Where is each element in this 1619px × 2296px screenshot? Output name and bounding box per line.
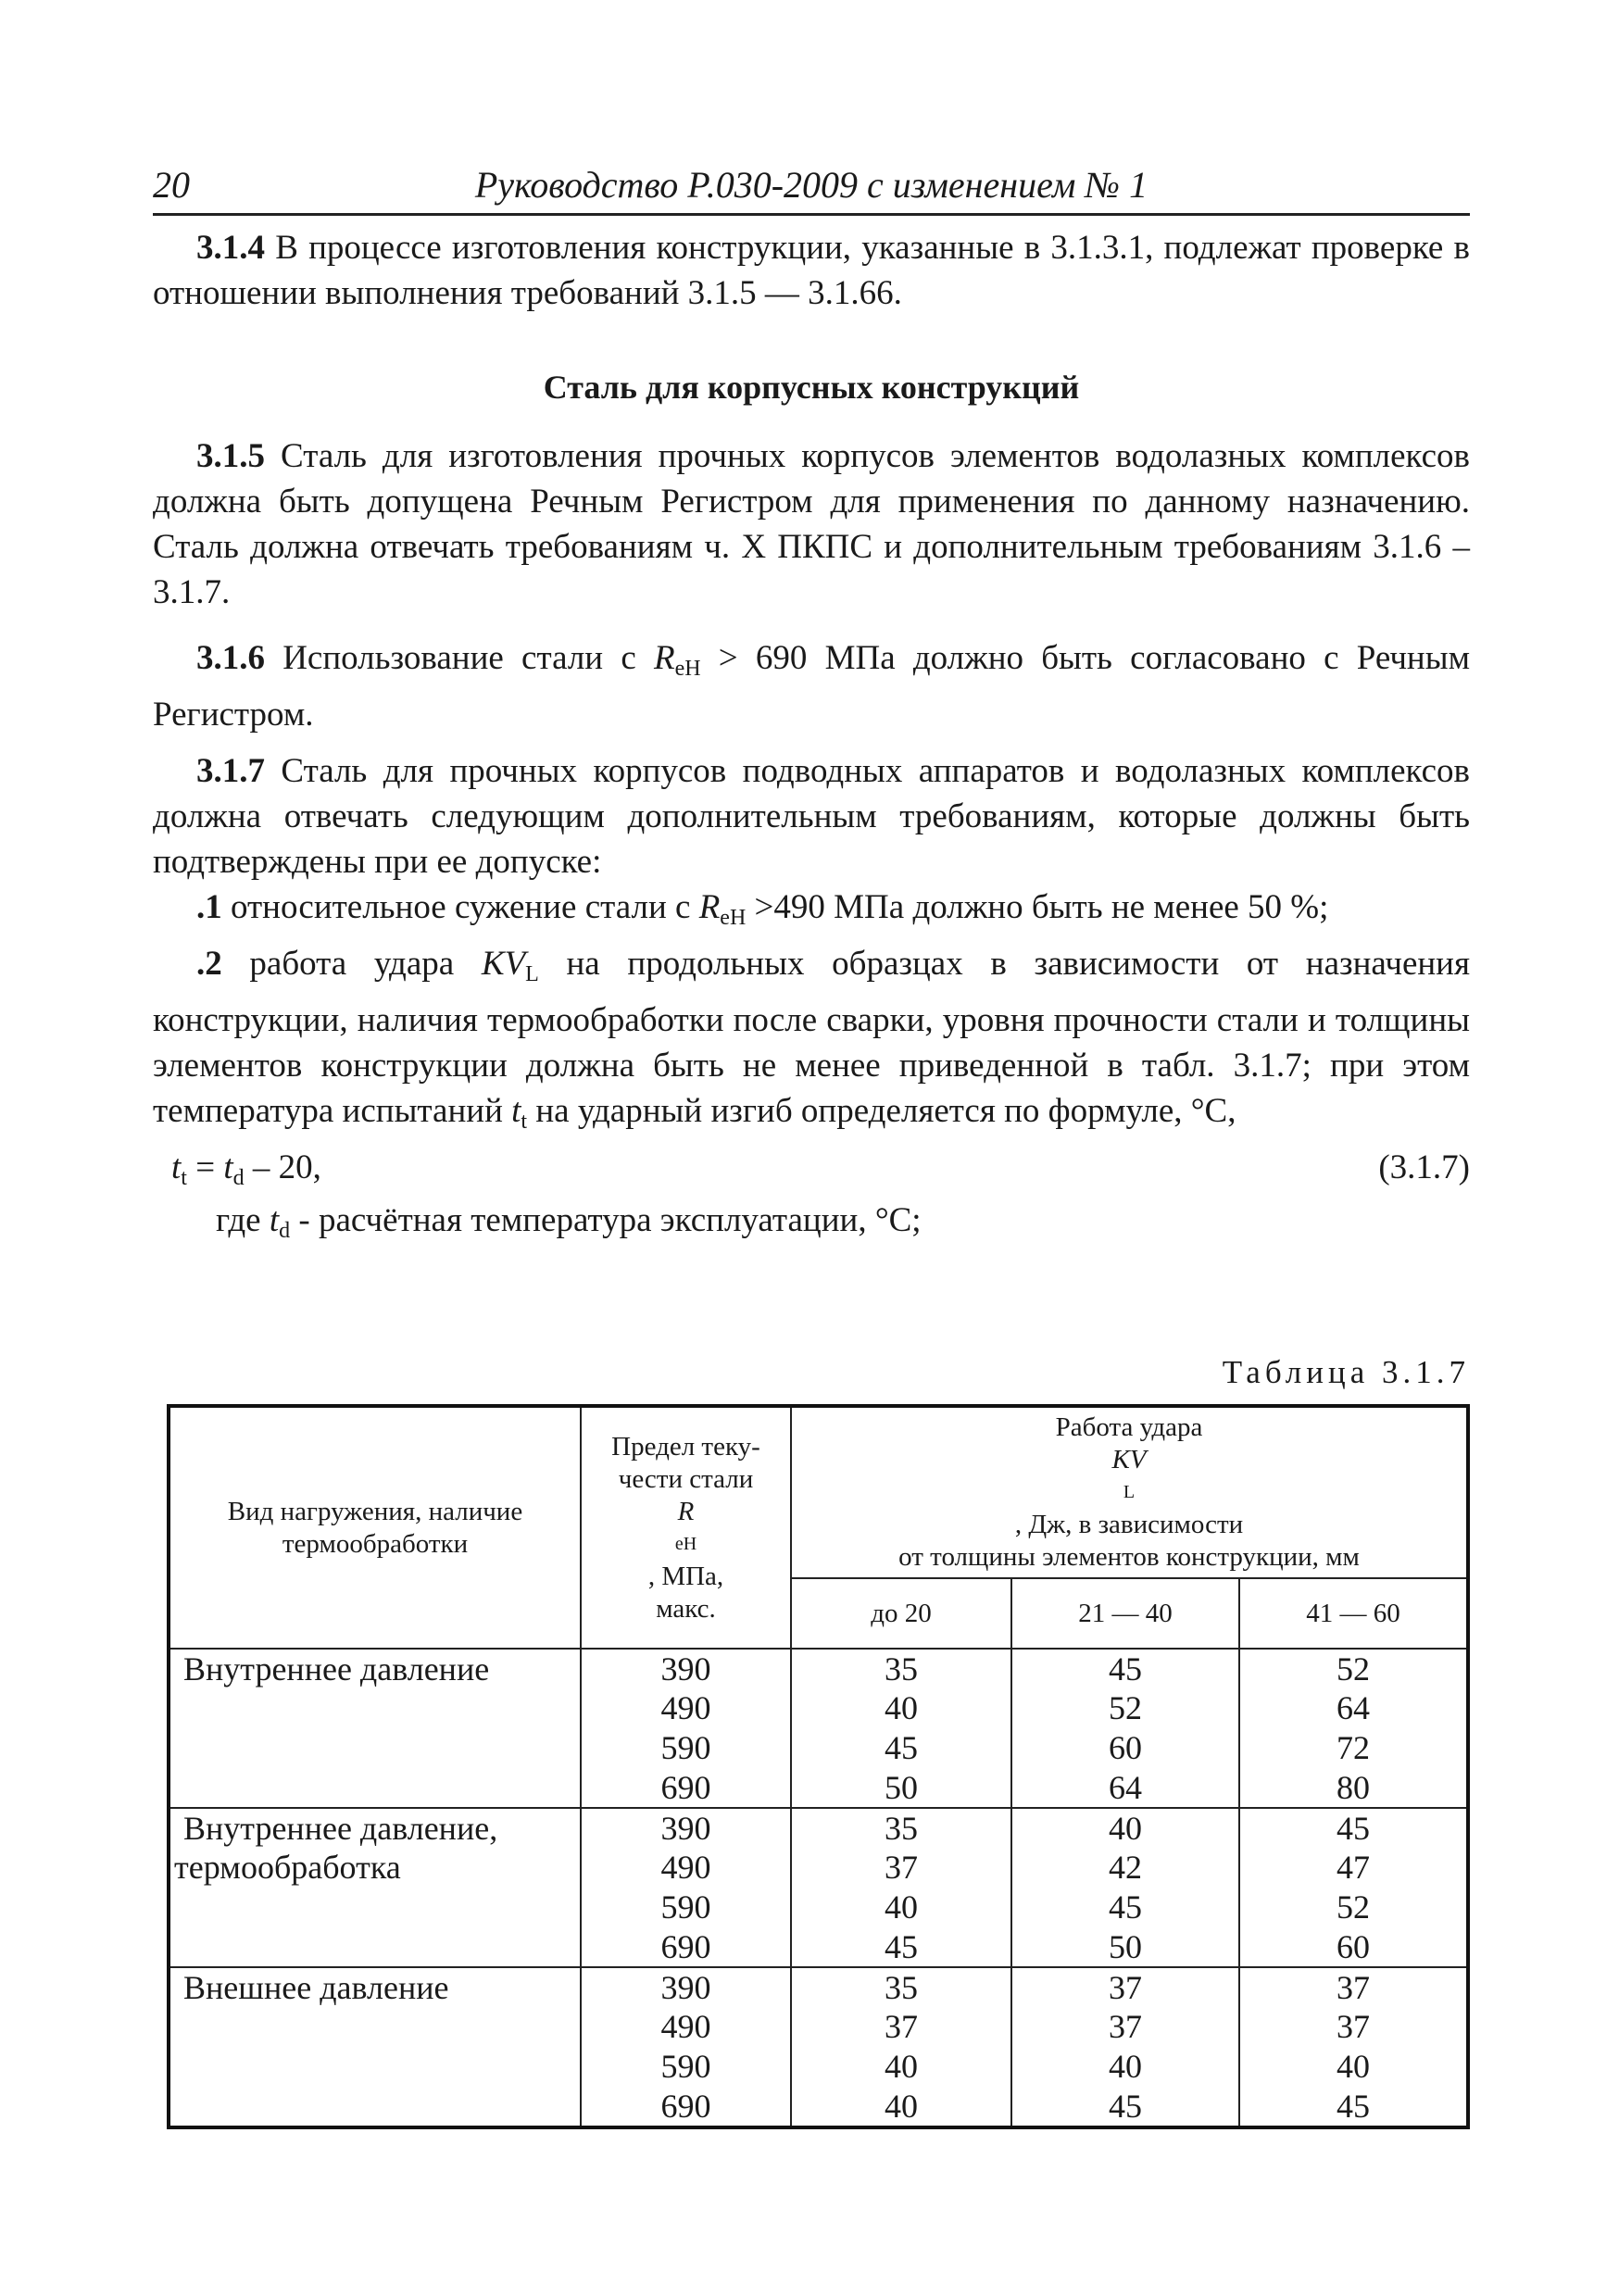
formula-number: (3.1.7) bbox=[1378, 1148, 1470, 1186]
kv-21-40-cell: 42 bbox=[1011, 1848, 1239, 1888]
kv-upto-20-cell: 45 bbox=[791, 1728, 1011, 1768]
item-number: .2 bbox=[196, 945, 222, 983]
clause-text-cont: > 690 МПа должно быть согласовано с Речным Регистром. bbox=[153, 639, 1471, 734]
header-yield-line4: макс. bbox=[656, 1593, 716, 1624]
load-type-cell bbox=[169, 1967, 581, 2127]
yield-strength-cell: 490 bbox=[581, 2007, 791, 2047]
formula-lhs: t bbox=[171, 1148, 182, 1186]
kv-upto-20-cell: 37 bbox=[791, 2007, 1011, 2047]
yield-strength-cell: 490 bbox=[581, 1688, 791, 1728]
yield-strength-cell: 590 bbox=[581, 2047, 791, 2087]
kv-41-60-cell: 40 bbox=[1239, 2047, 1468, 2087]
kv-41-60-cell: 45 bbox=[1239, 2087, 1468, 2127]
clause-3-1-7 bbox=[153, 748, 1470, 1254]
td-symbol: t bbox=[269, 1201, 280, 1239]
kv-21-40-cell: 37 bbox=[1011, 1967, 1239, 2007]
kv-upto-20-cell: 40 bbox=[791, 1688, 1011, 1728]
clause-number: 3.1.7 bbox=[196, 752, 265, 790]
kv-41-60-cell: 64 bbox=[1239, 1688, 1468, 1728]
kv-21-40-cell: 50 bbox=[1011, 1927, 1239, 1967]
header-thickness-3: 41 — 60 bbox=[1239, 1578, 1468, 1649]
item-1 bbox=[153, 885, 1470, 941]
load-type-cell bbox=[169, 1649, 581, 1808]
header-yield-line2: чести стали bbox=[618, 1463, 754, 1494]
formula-lhs-sub: t bbox=[181, 1166, 187, 1190]
yield-strength-cell: 490 bbox=[581, 1848, 791, 1888]
yield-strength-cell: 590 bbox=[581, 1888, 791, 1927]
kv-41-60-cell: 37 bbox=[1239, 2007, 1468, 2047]
header-thickness-2: 21 — 40 bbox=[1011, 1578, 1239, 1649]
kv-21-40-cell: 40 bbox=[1011, 2047, 1239, 2087]
section-heading: Сталь для корпусных конструкций bbox=[543, 369, 1080, 406]
item-text-cont: >490 МПа должно быть не менее 50 %; bbox=[746, 888, 1329, 926]
kv-upto-20-cell: 35 bbox=[791, 1967, 1011, 2007]
header-yield-line3 bbox=[587, 1496, 784, 1593]
table-row bbox=[169, 1808, 1468, 1848]
where-text-cont: - расчётная температура эксплуатации, °С; bbox=[290, 1201, 922, 1239]
reh-subscript: eH bbox=[674, 657, 701, 681]
table-body bbox=[169, 1649, 1468, 2127]
header-impact-text: Работа удара bbox=[1055, 1412, 1203, 1442]
page-number: 20 bbox=[153, 164, 190, 206]
table-row bbox=[169, 1967, 1468, 2007]
clause-text: Сталь для изготовления прочных корпусов элементов водолазных комплексов должна быть допущена Речным Регистром для применения по данному назначению. Сталь должна отвечать требованиям ч. X ПКПС и дополнительным требованиям 3.1.6 – 3.1.7. bbox=[153, 437, 1470, 611]
item-text-cont: на продольных образцах в зависимости от назначения конструкции, наличия термообработки после сварки, уровня прочности стали и толщины элементов конструкции должна быть не менее приведенной в табл. 3.1.7; при этом температура испытаний bbox=[153, 945, 1470, 1130]
kv-41-60-cell: 52 bbox=[1239, 1888, 1468, 1927]
kv-41-60-cell: 72 bbox=[1239, 1728, 1468, 1768]
header-yield-line1: Предел теку- bbox=[611, 1431, 760, 1462]
yield-strength-cell: 690 bbox=[581, 2087, 791, 2127]
kvl-subscript: L bbox=[525, 962, 539, 986]
item-number: .1 bbox=[196, 888, 222, 926]
load-type-label: Внутреннее давление, bbox=[183, 1810, 498, 1847]
load-type-cell bbox=[169, 1808, 581, 1967]
yield-strength-cell: 690 bbox=[581, 1927, 791, 1967]
item-2 bbox=[153, 941, 1470, 1145]
clause-number: 3.1.5 bbox=[196, 437, 265, 475]
impact-energy-table bbox=[167, 1404, 1470, 2129]
load-type-label: Внешнее давление bbox=[183, 1969, 449, 2006]
page-header bbox=[153, 163, 1470, 216]
formula-equals: = bbox=[186, 1148, 224, 1186]
yield-strength-cell: 590 bbox=[581, 1728, 791, 1768]
running-title: Руководство Р.030-2009 с изменением № 1 bbox=[474, 164, 1148, 206]
header-impact-text-cont: , Дж, в зависимости bbox=[1014, 1510, 1244, 1539]
reh-symbol: R bbox=[677, 1496, 695, 1526]
tt-symbol: t bbox=[511, 1092, 521, 1130]
kv-upto-20-cell: 50 bbox=[791, 1768, 1011, 1808]
td-subscript: d bbox=[279, 1219, 291, 1243]
kv-upto-20-cell: 35 bbox=[791, 1649, 1011, 1688]
tt-subscript: t bbox=[521, 1110, 528, 1134]
header-yield-strength bbox=[581, 1406, 791, 1649]
header-yield-unit: , МПа, bbox=[647, 1561, 724, 1591]
kv-41-60-cell: 80 bbox=[1239, 1768, 1468, 1808]
load-type-label-cont: термообработка bbox=[174, 1849, 401, 1886]
yield-strength-cell: 390 bbox=[581, 1967, 791, 2007]
clause-3-1-6 bbox=[153, 635, 1470, 737]
reh-subscript: eH bbox=[674, 1533, 697, 1554]
item-text-end: на ударный изгиб определяется по формуле, °С, bbox=[527, 1092, 1236, 1130]
load-type-label: Внутреннее давление bbox=[183, 1650, 490, 1687]
kv-41-60-cell: 37 bbox=[1239, 1967, 1468, 2007]
reh-symbol: R bbox=[698, 888, 721, 926]
reh-subscript: eH bbox=[720, 906, 747, 930]
kv-upto-20-cell: 40 bbox=[791, 1888, 1011, 1927]
kv-21-40-cell: 45 bbox=[1011, 2087, 1239, 2127]
section-heading-block bbox=[153, 365, 1470, 410]
kv-21-40-cell: 64 bbox=[1011, 1768, 1239, 1808]
kv-41-60-cell: 52 bbox=[1239, 1649, 1468, 1688]
kvl-symbol: KV bbox=[481, 945, 526, 983]
where-text: где bbox=[216, 1201, 270, 1239]
clause-3-1-4 bbox=[153, 225, 1470, 316]
clause-text: Использование стали с bbox=[265, 639, 654, 677]
clause-3-1-5 bbox=[153, 433, 1470, 615]
header-impact-line2: от толщины элементов конструкции, мм bbox=[898, 1542, 1360, 1572]
yield-strength-cell: 390 bbox=[581, 1649, 791, 1688]
kvl-subscript: L bbox=[1123, 1482, 1136, 1502]
kv-upto-20-cell: 40 bbox=[791, 2047, 1011, 2087]
formula-where bbox=[153, 1198, 1470, 1254]
reh-symbol: R bbox=[653, 639, 675, 677]
formula-tail: – 20, bbox=[244, 1148, 321, 1186]
kv-21-40-cell: 37 bbox=[1011, 2007, 1239, 2047]
formula-3-1-7 bbox=[153, 1145, 1470, 1190]
header-impact-energy bbox=[791, 1406, 1468, 1578]
clause-text: Сталь для прочных корпусов подводных аппаратов и водолазных комплексов должна отвечать следующим дополнительным требованиям, которые должны быть подтверждены при ее допуске: bbox=[153, 752, 1470, 881]
formula-expression bbox=[171, 1145, 321, 1201]
item-text: работа удара bbox=[221, 945, 482, 983]
kv-21-40-cell: 40 bbox=[1011, 1808, 1239, 1848]
formula-rhs: t bbox=[223, 1148, 233, 1186]
kv-21-40-cell: 45 bbox=[1011, 1649, 1239, 1688]
kv-upto-20-cell: 45 bbox=[791, 1927, 1011, 1967]
kvl-symbol: KV bbox=[1111, 1445, 1147, 1474]
clause-number: 3.1.6 bbox=[196, 639, 265, 677]
table-row bbox=[169, 1649, 1468, 1688]
yield-strength-cell: 390 bbox=[581, 1808, 791, 1848]
table-caption: Таблица 3.1.7 bbox=[1222, 1354, 1470, 1390]
kv-upto-20-cell: 40 bbox=[791, 2087, 1011, 2127]
kv-41-60-cell: 47 bbox=[1239, 1848, 1468, 1888]
kv-21-40-cell: 60 bbox=[1011, 1728, 1239, 1768]
formula-rhs-sub: d bbox=[232, 1166, 245, 1190]
clause-text: В процессе изготовления конструкции, указанные в 3.1.3.1, подлежат проверке в отношении выполнения требований 3.1.5 — 3.1.66. bbox=[153, 229, 1470, 312]
header-thickness-1: до 20 bbox=[791, 1578, 1011, 1649]
item-text: относительное сужение стали с bbox=[221, 888, 699, 926]
kv-21-40-cell: 52 bbox=[1011, 1688, 1239, 1728]
kv-21-40-cell: 45 bbox=[1011, 1888, 1239, 1927]
kv-upto-20-cell: 35 bbox=[791, 1808, 1011, 1848]
kv-upto-20-cell: 37 bbox=[791, 1848, 1011, 1888]
kv-41-60-cell: 60 bbox=[1239, 1927, 1468, 1967]
kv-41-60-cell: 45 bbox=[1239, 1808, 1468, 1848]
header-impact-line1 bbox=[797, 1411, 1461, 1541]
header-load-type: Вид нагружения, наличие термообработки bbox=[169, 1406, 581, 1649]
yield-strength-cell: 690 bbox=[581, 1768, 791, 1808]
clause-number: 3.1.4 bbox=[196, 229, 265, 267]
